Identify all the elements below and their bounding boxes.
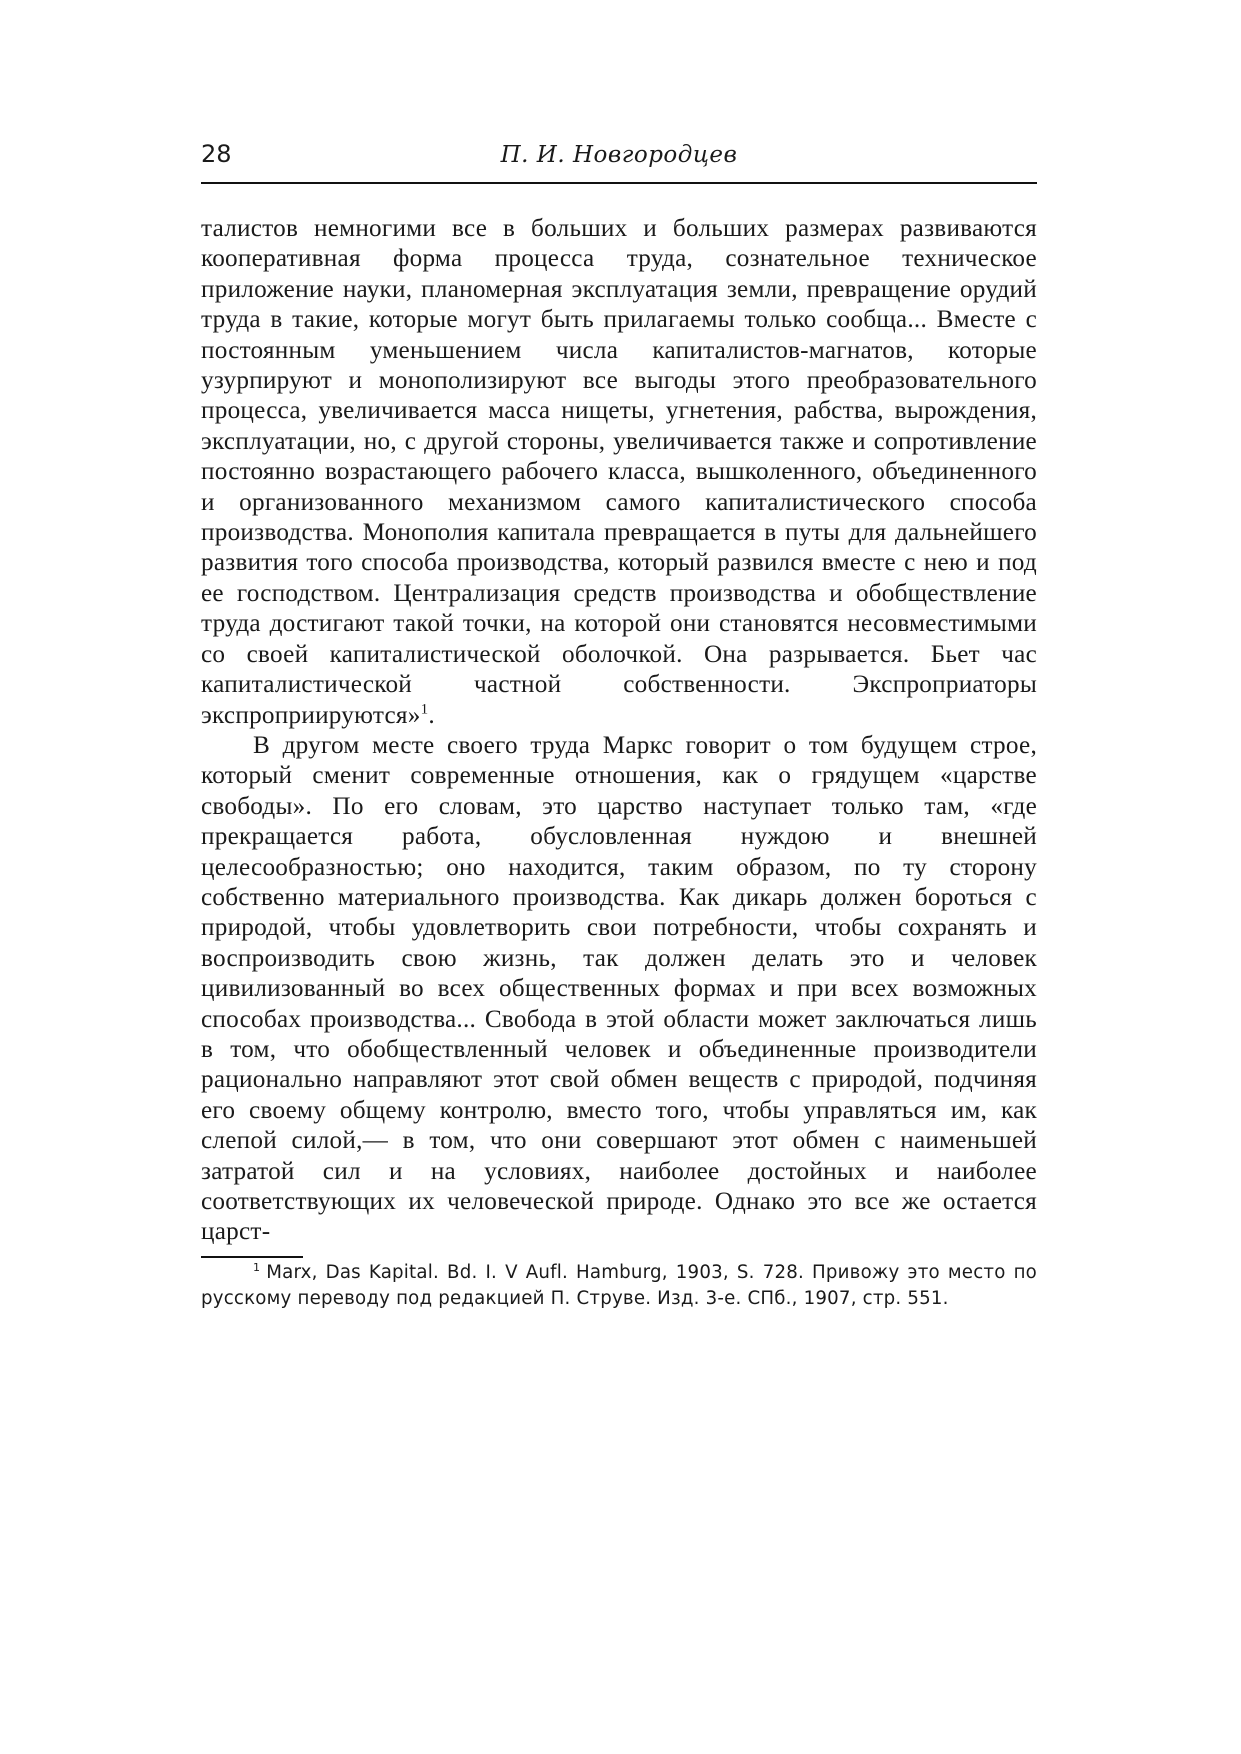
book-page — [201, 140, 1037, 1312]
footnote-rule — [201, 1256, 303, 1258]
footnote — [201, 1260, 1037, 1312]
paragraph-2: В другом месте своего труда Маркс говорит о том будущем строе, который сменит современные отношения, как о грядущем «царстве свободы». По его словам, это царство наступает только там, «где прекращается работа, обусловленная нуждою и внешней целесообразностью; оно находится, таким образом, по ту сторону собственно материального производства. Как дикарь должен бороться с природой, чтобы удовлетворить свои потребности, чтобы сохранять и воспроизводить свою жизнь, так должен делать это и человек цивилизованный во всех общественных формах и при всех возможных способах производства... Свобода в этой области может заключаться лишь в том, что обобществленный человек и объединенные производители рационально направляют этот свой обмен веществ с природой, подчиняя его своему общему контролю, вместо того, чтобы управляться им, как слепой силой,— в том, что они совершают этот обмен с наименьшей затратой сил и на условиях, наиболее достойных и наиболее соответствующих их человеческой природе. Однако это все же остается царст- — [201, 731, 1037, 1246]
paragraph-1-text: талистов немногими все в больших и больших размерах развиваются кооперативная форма процесса труда, сознательное техническое приложение науки, планомерная эксплуатация земли, превращение орудий труда в такие, которые могут быть прилагаемы только сообща... Вместе с постоянным уменьшением числа капиталистов-магнатов, которые узурпируют и монополизируют все выгоды этого преобразовательного процесса, увеличивается масса нищеты, угнетения, рабства, вырождения, эксплуатации, но, с другой стороны, увеличивается также и сопротивление постоянно возрастающего рабочего класса, вышколенного, объединенного и организованного механизмом самого капиталистического способа производства. Монополия капитала превращается в путы для дальнейшего развития того способа производства, который развился вместе с нею и под ее господством. Централизация средств производства и обобществление труда достигают такой точки, на которой они становятся несовместимыми со своей капиталистической оболочкой. Она разрывается. Бьет час капиталистической частной собственности. Экспроприаторы экспроприируются» — [201, 215, 1037, 729]
paragraph-1: талистов немногими все в больших и больших размерах развиваются кооперативная форма процесса труда, сознательное техническое приложение науки, планомерная эксплуатация земли, превращение орудий труда в такие, которые могут быть прилагаемы только сообща... Вместе с постоянным уменьшением числа капиталистов-магнатов, которые узурпируют и монополизируют все выгоды этого преобразовательного процесса, увеличивается масса нищеты, угнетения, рабства, вырождения, эксплуатации, но, с другой стороны, увеличивается также и сопротивление постоянно возрастающего рабочего класса, вышколенного, объединенного и организованного механизмом самого капиталистического способа производства. Монополия капитала превращается в путы для дальнейшего развития того способа производства, который развился вместе с нею и под ее господством. Централизация средств производства и обобществление труда достигают такой точки, на которой они становятся несовместимыми со своей капиталистической оболочкой. Она разрывается. Бьет час капиталистической частной собственности. Экспроприаторы экспроприируются»$^1$. — [201, 215, 1037, 729]
footnote-reference: 1 — [420, 701, 429, 718]
footnote-text: Marx, Das Kapital. Bd. I. V Aufl. Hamburg, 1903, S. 728. Привожу это место по русскому переводу под редакцией П. Струве. Изд. 3-е. СПб., 1907, стр. 551. — [201, 1261, 1037, 1309]
running-title: П. И. Новгородцев — [500, 142, 738, 168]
body-text — [201, 214, 1037, 1248]
page-number: 28 — [201, 140, 232, 168]
footnote-mark: 1 — [253, 1260, 261, 1274]
page-header — [201, 140, 1037, 182]
header-rule — [201, 182, 1037, 184]
